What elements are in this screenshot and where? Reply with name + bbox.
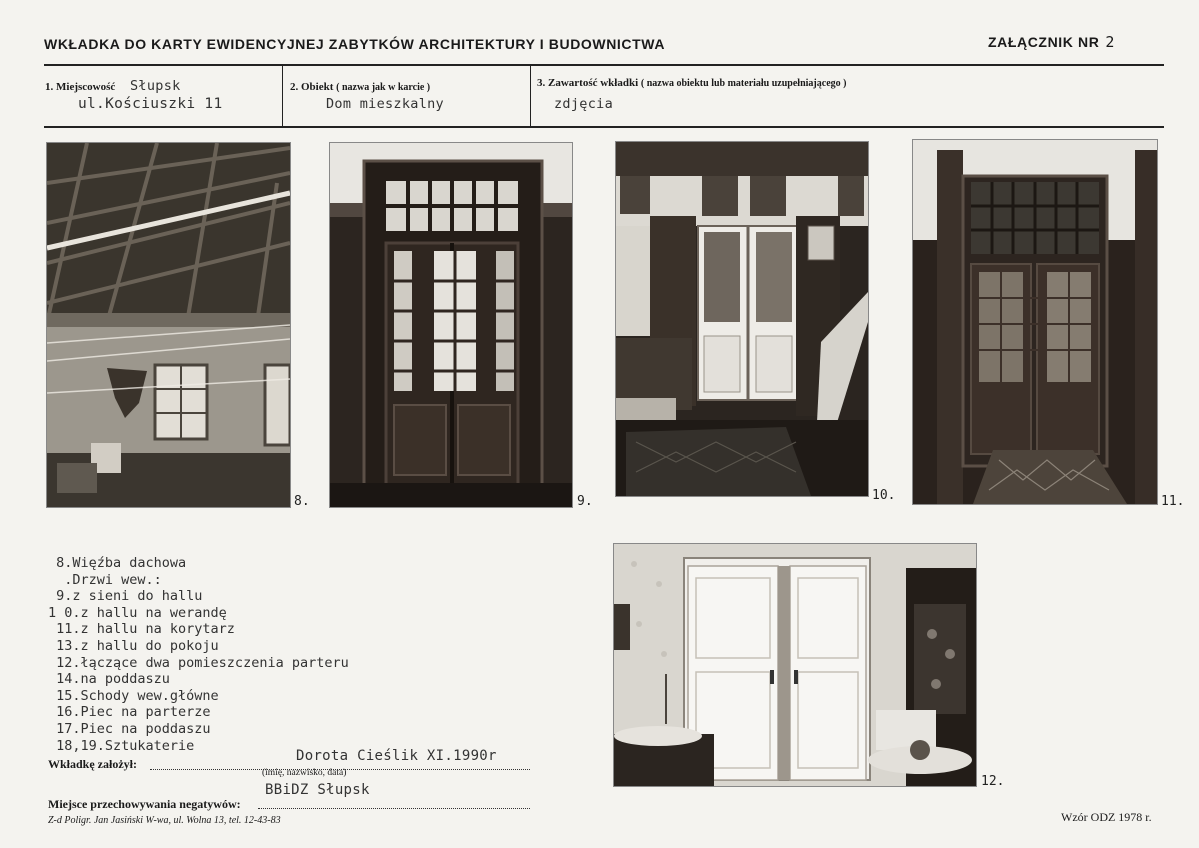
place-value-city: Słupsk — [130, 78, 181, 94]
form-version: Wzór ODZ 1978 r. — [1061, 810, 1152, 824]
list-item: 17.Piec na poddaszu — [48, 720, 211, 737]
field-divider-2 — [530, 66, 531, 127]
list-item: 11.z hallu na korytarz — [48, 621, 235, 638]
list-item: 15.Schody wew.główne — [48, 687, 219, 704]
field-divider-1 — [282, 66, 283, 127]
photo-number-9: 9. — [577, 494, 593, 509]
annex-number: 2 — [1105, 33, 1116, 51]
negatives-dotted-line — [258, 808, 530, 809]
photo-door-vestibule-hall — [329, 142, 573, 508]
object-value: Dom mieszkalny — [326, 96, 444, 112]
photo-door-hall-veranda — [615, 141, 869, 497]
list-item: 1 0.z hallu na werandę — [48, 604, 227, 621]
object-label-text: 2. Obiekt — [290, 81, 334, 93]
content-label-text: 3. Zawartość wkładki — [537, 77, 639, 89]
photo-number-10: 10. — [872, 488, 896, 503]
content-label — [537, 77, 846, 89]
list-item: 9.z sieni do hallu — [48, 588, 203, 605]
photo-number-12: 12. — [981, 774, 1005, 789]
photo-caption-list — [48, 555, 349, 754]
photo-number-8: 8. — [294, 494, 310, 509]
photo-door-hall-corridor — [912, 139, 1158, 505]
annex-label-text: ZAŁĄCZNIK NR — [988, 34, 1100, 50]
list-item: 13.z hallu do pokoju — [48, 637, 219, 654]
printer-imprint: Z-d Poligr. Jan Jasiński W-wa, ul. Wolna 13, tel. 12-43-83 — [48, 815, 281, 826]
object-label — [290, 81, 430, 93]
content-value: zdjęcia — [554, 96, 613, 112]
top-rule — [44, 64, 1164, 66]
list-item: 12.łączące dwa pomieszczenia parteru — [48, 654, 349, 671]
annex-label — [988, 33, 1115, 51]
created-by-caption: (imię, nazwisko, data) — [262, 768, 347, 778]
list-item: 14.na poddaszu — [48, 671, 170, 688]
document-title: WKŁADKA DO KARTY EWIDENCYJNEJ ZABYTKÓW ARCHITEKTURY I BUDOWNICTWA — [44, 36, 666, 52]
content-label-sub: ( nazwa obiektu lub materiału uzupełniającego ) — [640, 78, 847, 89]
list-item: 18,19.Sztukaterie — [48, 737, 195, 754]
created-by-value: Dorota Cieślik XI.1990r — [296, 748, 497, 764]
place-value-street: ul.Kościuszki 11 — [78, 96, 223, 112]
photo-number-11: 11. — [1161, 494, 1185, 509]
photo-roof-truss — [46, 142, 291, 508]
negatives-value: BBiDZ Słupsk — [265, 782, 370, 798]
object-label-sub: ( nazwa jak w karcie ) — [336, 82, 431, 93]
place-label: 1. Miejscowość — [45, 81, 116, 93]
field-bottom-rule — [44, 126, 1164, 128]
created-by-label: Wkładkę założył: — [48, 757, 137, 771]
list-item: 16.Piec na parterze — [48, 704, 211, 721]
photo-sliding-doors — [613, 543, 977, 787]
list-item: .Drzwi wew.: — [48, 571, 162, 588]
list-item: 8.Więźba dachowa — [48, 555, 187, 571]
negatives-label: Miejsce przechowywania negatywów: — [48, 797, 241, 811]
